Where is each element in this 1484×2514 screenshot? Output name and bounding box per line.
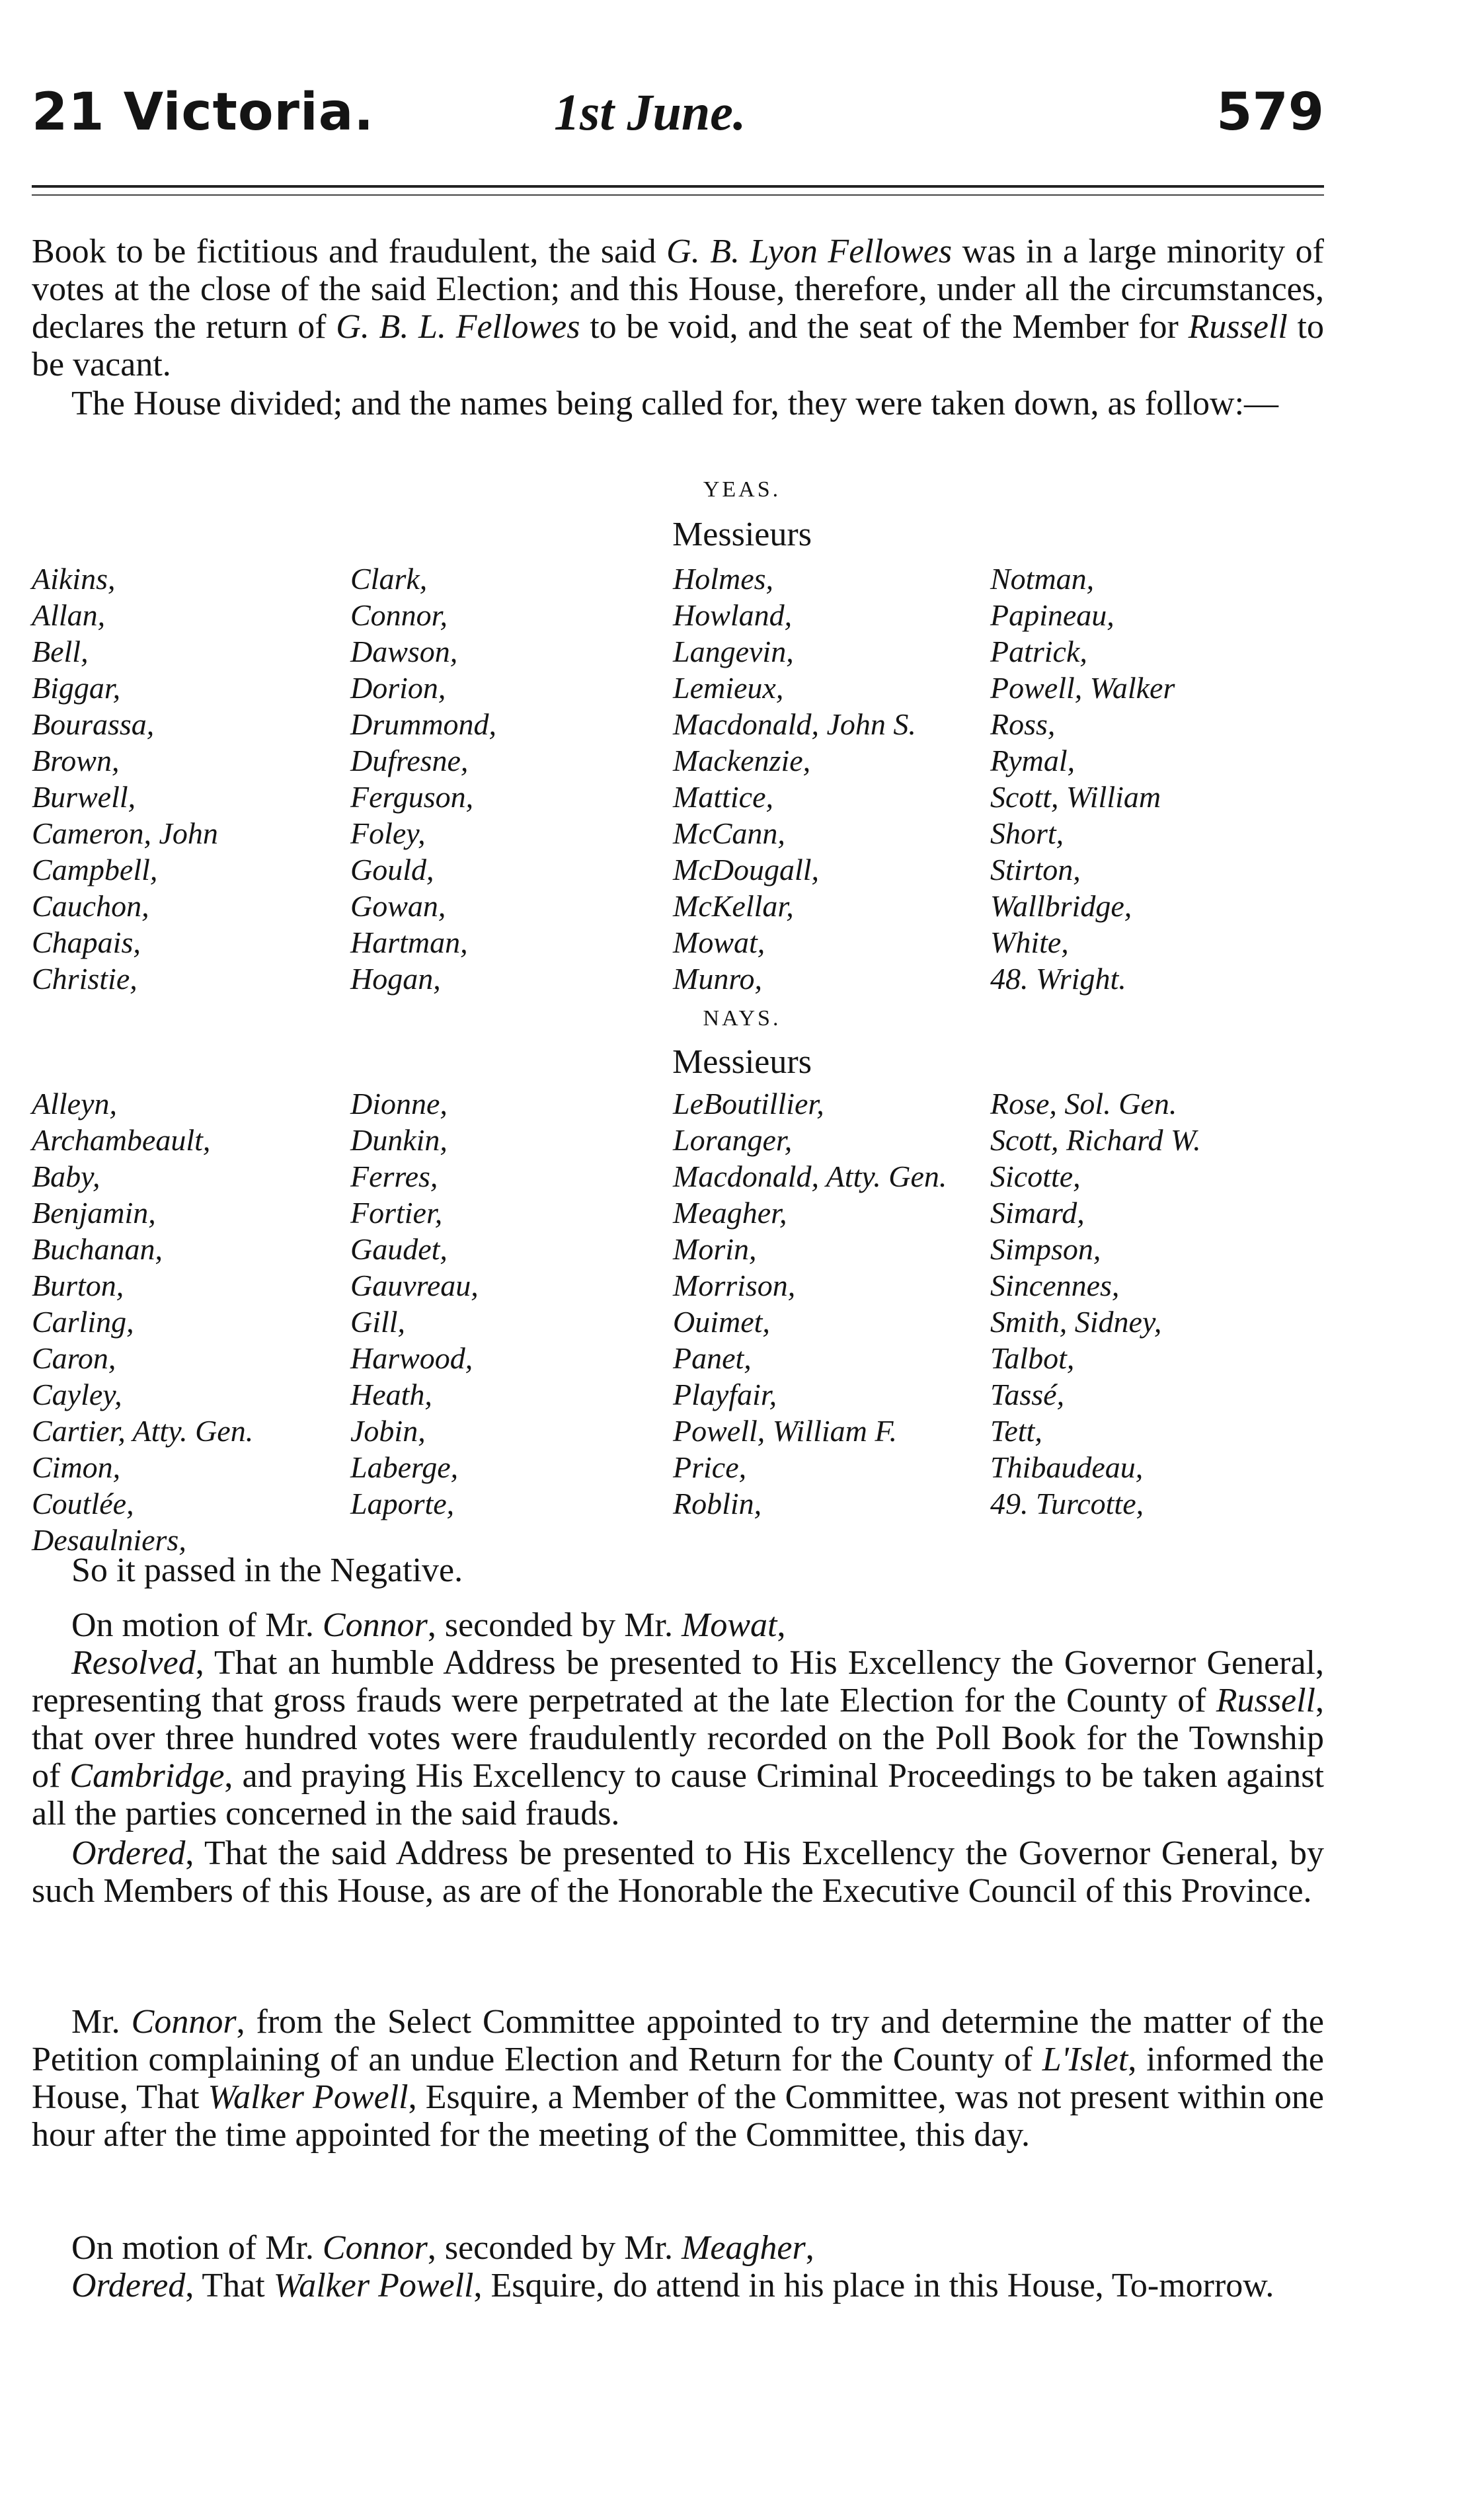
- list-item: Loranger,: [673, 1123, 793, 1157]
- page-date: 1st June.: [554, 83, 746, 141]
- yeas-column-4: [990, 561, 1175, 997]
- ordered-attend-paragraph: Ordered, That Walker Powell, Esquire, do attend in his place in this House, To-morrow.: [71, 2267, 1274, 2304]
- list-item: Allan,: [32, 598, 106, 632]
- list-item: Morrison,: [673, 1269, 796, 1302]
- list-item: Morin,: [673, 1232, 757, 1266]
- list-item: Gauvreau,: [350, 1269, 479, 1302]
- list-item: Bourassa,: [32, 707, 155, 741]
- list-item: Papineau,: [990, 598, 1114, 632]
- nays-total-item: 49. Turcotte,: [990, 1487, 1144, 1520]
- list-item: Hartman,: [350, 925, 468, 959]
- list-item: Rymal,: [990, 744, 1075, 777]
- list-item: Christie,: [32, 962, 137, 996]
- list-item: Burwell,: [32, 780, 136, 814]
- list-item: Burton,: [32, 1269, 124, 1302]
- list-item: Ferres,: [350, 1159, 438, 1193]
- committee-report-paragraph: Mr. Connor, from the Select Committee appointed to try and determine the matter of the Petition complaining of an undue Election and Return for the County of L'Islet, informed the House, That Walker Powell, Esquire, a Member of the Committee, was not present within one hour after the time appointed for the meeting of the Committee, this day.: [32, 2003, 1324, 2154]
- list-item: Dionne,: [350, 1087, 448, 1120]
- yeas-total-item: 48. Wright.: [990, 962, 1126, 996]
- list-item: Jobin,: [350, 1414, 426, 1448]
- list-item: Langevin,: [673, 635, 794, 668]
- list-item: Stirton,: [990, 853, 1081, 886]
- yeas-column-3: [673, 561, 916, 997]
- list-item: Cauchon,: [32, 889, 149, 923]
- nays-column-4: [990, 1085, 1201, 1522]
- list-item: McKellar,: [673, 889, 794, 923]
- page-header: [32, 83, 1324, 149]
- list-item: Dunkin,: [350, 1123, 448, 1157]
- list-item: Coutlée,: [32, 1487, 134, 1520]
- list-item: Dorion,: [350, 671, 446, 705]
- list-item: Gaudet,: [350, 1232, 448, 1266]
- list-item: Sicotte,: [990, 1159, 1081, 1193]
- list-item: Laporte,: [350, 1487, 455, 1520]
- list-item: Biggar,: [32, 671, 121, 705]
- list-item: LeBoutillier,: [673, 1087, 824, 1120]
- list-item: Harwood,: [350, 1341, 473, 1375]
- list-item: Powell, Walker: [990, 671, 1175, 705]
- list-item: Cartier, Atty. Gen.: [32, 1414, 254, 1448]
- list-item: Dufresne,: [350, 744, 469, 777]
- nays-messieurs: Messieurs: [672, 1043, 812, 1081]
- list-item: Ross,: [990, 707, 1056, 741]
- list-item: Baby,: [32, 1159, 100, 1193]
- list-item: Lemieux,: [673, 671, 784, 705]
- list-item: Heath,: [350, 1378, 432, 1411]
- list-item: Mattice,: [673, 780, 773, 814]
- list-item: Cameron, John: [32, 816, 218, 850]
- list-item: Simpson,: [990, 1232, 1101, 1266]
- list-item: Tassé,: [990, 1378, 1065, 1411]
- yeas-column-1: [32, 561, 218, 997]
- list-item: Ferguson,: [350, 780, 474, 814]
- list-item: Archambeault,: [32, 1123, 211, 1157]
- list-item: Desaulniers,: [32, 1523, 186, 1557]
- list-item: Holmes,: [673, 562, 774, 596]
- list-item: Patrick,: [990, 635, 1087, 668]
- list-item: Talbot,: [990, 1341, 1075, 1375]
- list-item: Mowat,: [673, 925, 765, 959]
- list-item: Meagher,: [673, 1196, 787, 1230]
- list-item: Howland,: [673, 598, 793, 632]
- list-item: Bell,: [32, 635, 89, 668]
- list-item: Alleyn,: [32, 1087, 117, 1120]
- list-item: Clark,: [350, 562, 428, 596]
- yeas-messieurs: Messieurs: [672, 516, 812, 553]
- division-paragraph: The House divided; and the names being called for, they were taken down, as follow:—: [71, 385, 1279, 422]
- nays-column-2: [350, 1085, 479, 1522]
- list-item: Aikins,: [32, 562, 116, 596]
- list-item: Smith, Sidney,: [990, 1305, 1162, 1339]
- list-item: Panet,: [673, 1341, 752, 1375]
- list-item: Gill,: [350, 1305, 406, 1339]
- list-item: Mackenzie,: [673, 744, 811, 777]
- list-item: Wallbridge,: [990, 889, 1132, 923]
- resolved-paragraph: Resolved, That an humble Address be presented to His Excellency the Governor General, representing that gross frauds were perpetrated at the late Election for the County of Russell, that over three hundred votes were fraudulently recorded on the Poll Book for the Township of Cambridge, and praying His Excellency to cause Criminal Proceedings to be taken against all the parties concerned in the said frauds.: [32, 1644, 1324, 1832]
- division-result: So it passed in the Negative.: [71, 1552, 463, 1589]
- list-item: Simard,: [990, 1196, 1085, 1230]
- list-item: Scott, Richard W.: [990, 1123, 1201, 1157]
- regnal-year: 21 Victoria.: [32, 83, 375, 142]
- list-item: Dawson,: [350, 635, 458, 668]
- list-item: Scott, William: [990, 780, 1161, 814]
- yeas-column-2: [350, 561, 496, 997]
- list-item: Rose, Sol. Gen.: [990, 1087, 1177, 1120]
- list-item: Caron,: [32, 1341, 116, 1375]
- list-item: Macdonald, John S.: [673, 707, 916, 741]
- list-item: Buchanan,: [32, 1232, 163, 1266]
- opening-paragraph: Book to be fictitious and fraudulent, the said G. B. Lyon Fellowes was in a large minority of votes at the close of the said Election; and this House, therefore, under all the circumstances, declares the return of G. B. L. Fellowes to be void, and the seat of the Member for Russell to be vacant.: [32, 233, 1324, 383]
- list-item: Foley,: [350, 816, 426, 850]
- list-item: Roblin,: [673, 1487, 762, 1520]
- yeas-heading: YEAS.: [703, 477, 781, 502]
- list-item: McCann,: [673, 816, 785, 850]
- list-item: McDougall,: [673, 853, 820, 886]
- list-item: Fortier,: [350, 1196, 443, 1230]
- list-item: Carling,: [32, 1305, 134, 1339]
- list-item: Cimon,: [32, 1450, 121, 1484]
- list-item: Gowan,: [350, 889, 446, 923]
- list-item: Powell, William F.: [673, 1414, 898, 1448]
- list-item: Connor,: [350, 598, 448, 632]
- list-item: White,: [990, 925, 1069, 959]
- list-item: Munro,: [673, 962, 763, 996]
- list-item: Chapais,: [32, 925, 141, 959]
- header-rule-thin: [32, 194, 1324, 196]
- list-item: Sincennes,: [990, 1269, 1120, 1302]
- list-item: Gould,: [350, 853, 434, 886]
- list-item: Campbell,: [32, 853, 158, 886]
- motion-connor-mowat: On motion of Mr. Connor, seconded by Mr. Mowat,: [71, 1606, 786, 1644]
- list-item: Benjamin,: [32, 1196, 156, 1230]
- list-item: Playfair,: [673, 1378, 777, 1411]
- list-item: Price,: [673, 1450, 747, 1484]
- list-item: Short,: [990, 816, 1064, 850]
- list-item: Laberge,: [350, 1450, 459, 1484]
- list-item: Cayley,: [32, 1378, 122, 1411]
- list-item: Ouimet,: [673, 1305, 770, 1339]
- header-rule: [32, 185, 1324, 188]
- motion-connor-meagher: On motion of Mr. Connor, seconded by Mr. Meagher,: [71, 2229, 814, 2267]
- list-item: Tett,: [990, 1414, 1042, 1448]
- ordered-address-paragraph: Ordered, That the said Address be presented to His Excellency the Governor General, by such Members of this House, as are of the Honorable the Executive Council of this Province.: [32, 1834, 1324, 1910]
- nays-column-1: [32, 1085, 253, 1558]
- nays-column-3: [673, 1085, 947, 1522]
- nays-heading: NAYS.: [703, 1006, 781, 1031]
- list-item: Notman,: [990, 562, 1095, 596]
- page-number: 579: [1216, 83, 1324, 142]
- list-item: Brown,: [32, 744, 120, 777]
- list-item: Hogan,: [350, 962, 441, 996]
- list-item: Thibaudeau,: [990, 1450, 1144, 1484]
- list-item: Drummond,: [350, 707, 497, 741]
- list-item: Macdonald, Atty. Gen.: [673, 1159, 947, 1193]
